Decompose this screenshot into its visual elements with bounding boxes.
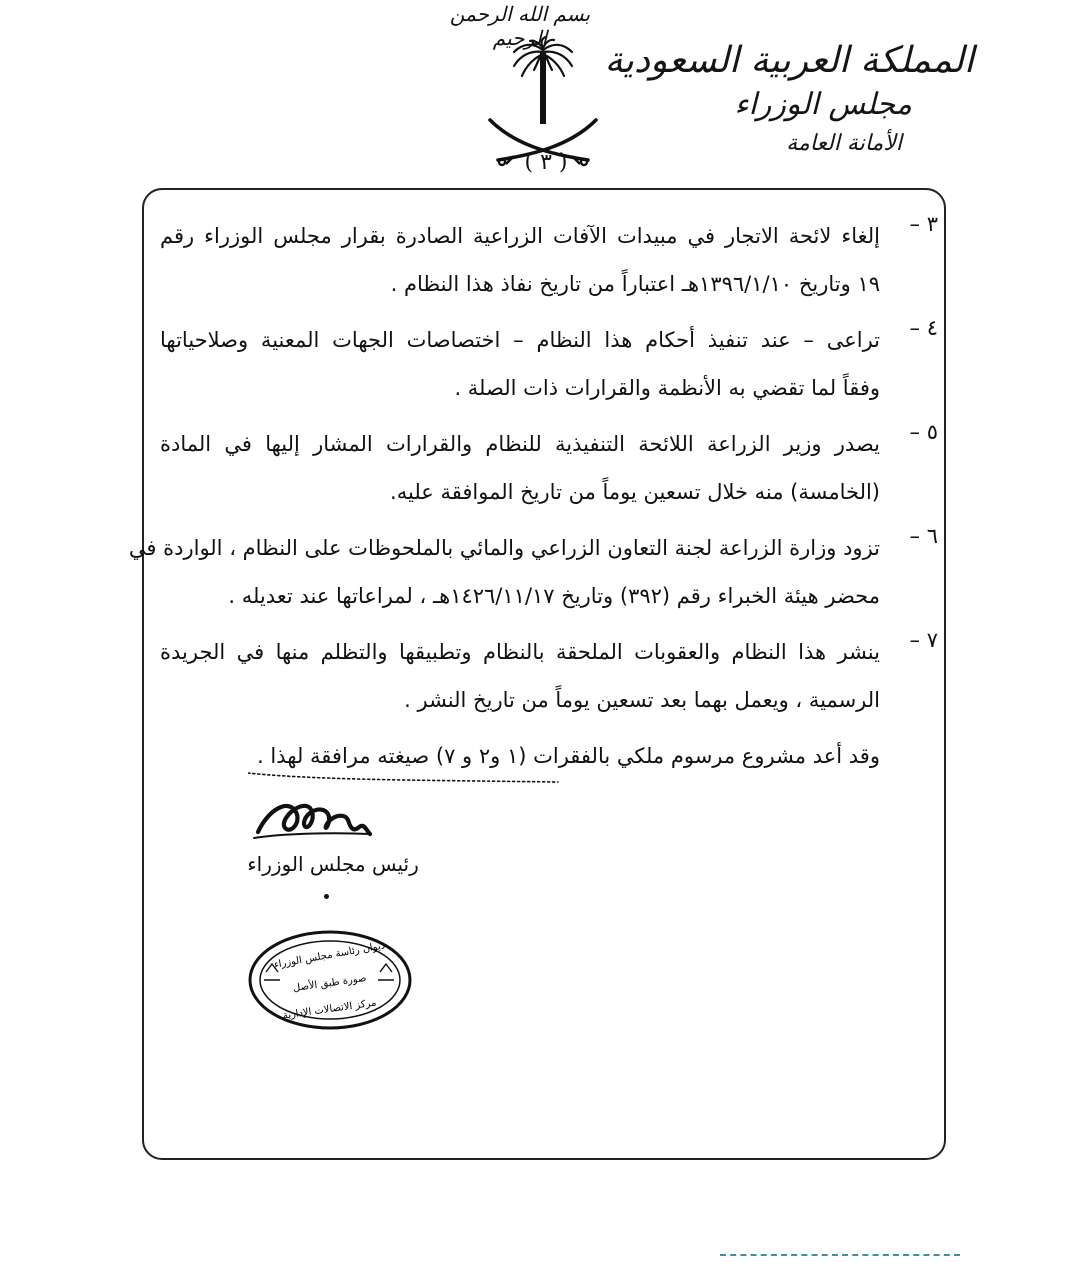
stamp-top-text: ديوان رئاسة مجلس الوزراء (273, 940, 386, 971)
stamp-bottom-text: مركز الاتصالات الإدارية (282, 997, 378, 1022)
official-stamp (246, 928, 414, 1032)
ink-dot (324, 894, 329, 899)
clause-line: يصدر وزير الزراعة اللائحة التنفيذية للنظام والقرارات المشار إليها في المادة (160, 432, 880, 456)
clause-line: الرسمية ، ويعمل بهما بعد تسعين يوماً من تاريخ النشر . (404, 688, 880, 712)
clause-line: (الخامسة) منه خلال تسعين يوماً من تاريخ الموافقة عليه. (390, 480, 880, 504)
clause-5 (160, 420, 938, 516)
clause-number: ٥ – (909, 420, 938, 444)
clause-number: ٦ – (909, 524, 938, 548)
stamp-middle-text: صورة طبق الأصل (292, 972, 368, 995)
letterhead-secretariat: الأمانة العامة (786, 131, 902, 156)
letterhead-kingdom: المملكة العربية السعودية (604, 40, 974, 81)
clause-3 (160, 212, 938, 308)
closing-paragraph: وقد أعد مشروع مرسوم ملكي بالفقرات (١ و٢ و ٧) صيغته مرافقة لهذا . (257, 744, 880, 768)
clause-line: محضر هيئة الخبراء رقم (٣٩٢) وتاريخ ١٤٢٦/١١/١٧هـ ، لمراعاتها عند تعديله . (228, 584, 880, 608)
signatory-title: رئيس مجلس الوزراء (247, 852, 419, 876)
clause-line: إلغاء لائحة الاتجار في مبيدات الآفات الزراعية الصادرة بقرار مجلس الوزراء رقم (160, 224, 880, 248)
footer-rule (720, 1254, 960, 1260)
clause-6 (128, 524, 938, 620)
document-body (128, 212, 938, 780)
clause-number: ٧ – (909, 628, 938, 652)
clause-7 (160, 628, 938, 724)
clause-line: وفقاً لما تقضي به الأنظمة والقرارات ذات الصلة . (454, 376, 880, 400)
basmala: بسم الله الرحمن الرحيم (449, 2, 591, 50)
clause-line: تراعى – عند تنفيذ أحكام هذا النظام – اختصاصات الجهات المعنية وصلاحياتها (160, 328, 880, 352)
clause-4 (160, 316, 938, 412)
letterhead-council: مجلس الوزراء (734, 87, 912, 122)
clause-number: ٤ – (909, 316, 938, 340)
clause-line: ١٩ وتاريخ ١٣٩٦/١/١٠هـ اعتباراً من تاريخ نفاذ هذا النظام . (390, 272, 880, 296)
clause-number: ٣ – (909, 212, 938, 236)
clause-line: ينشر هذا النظام والعقوبات الملحقة بالنظام وتطبيقها والتظلم منها في الجريدة (160, 640, 880, 664)
letterhead (605, 38, 974, 162)
page-number: ( ٣ ) (524, 150, 568, 175)
clause-line: تزود وزارة الزراعة لجنة التعاون الزراعي والمائي بالملحوظات على النظام ، الواردة في (128, 536, 880, 560)
